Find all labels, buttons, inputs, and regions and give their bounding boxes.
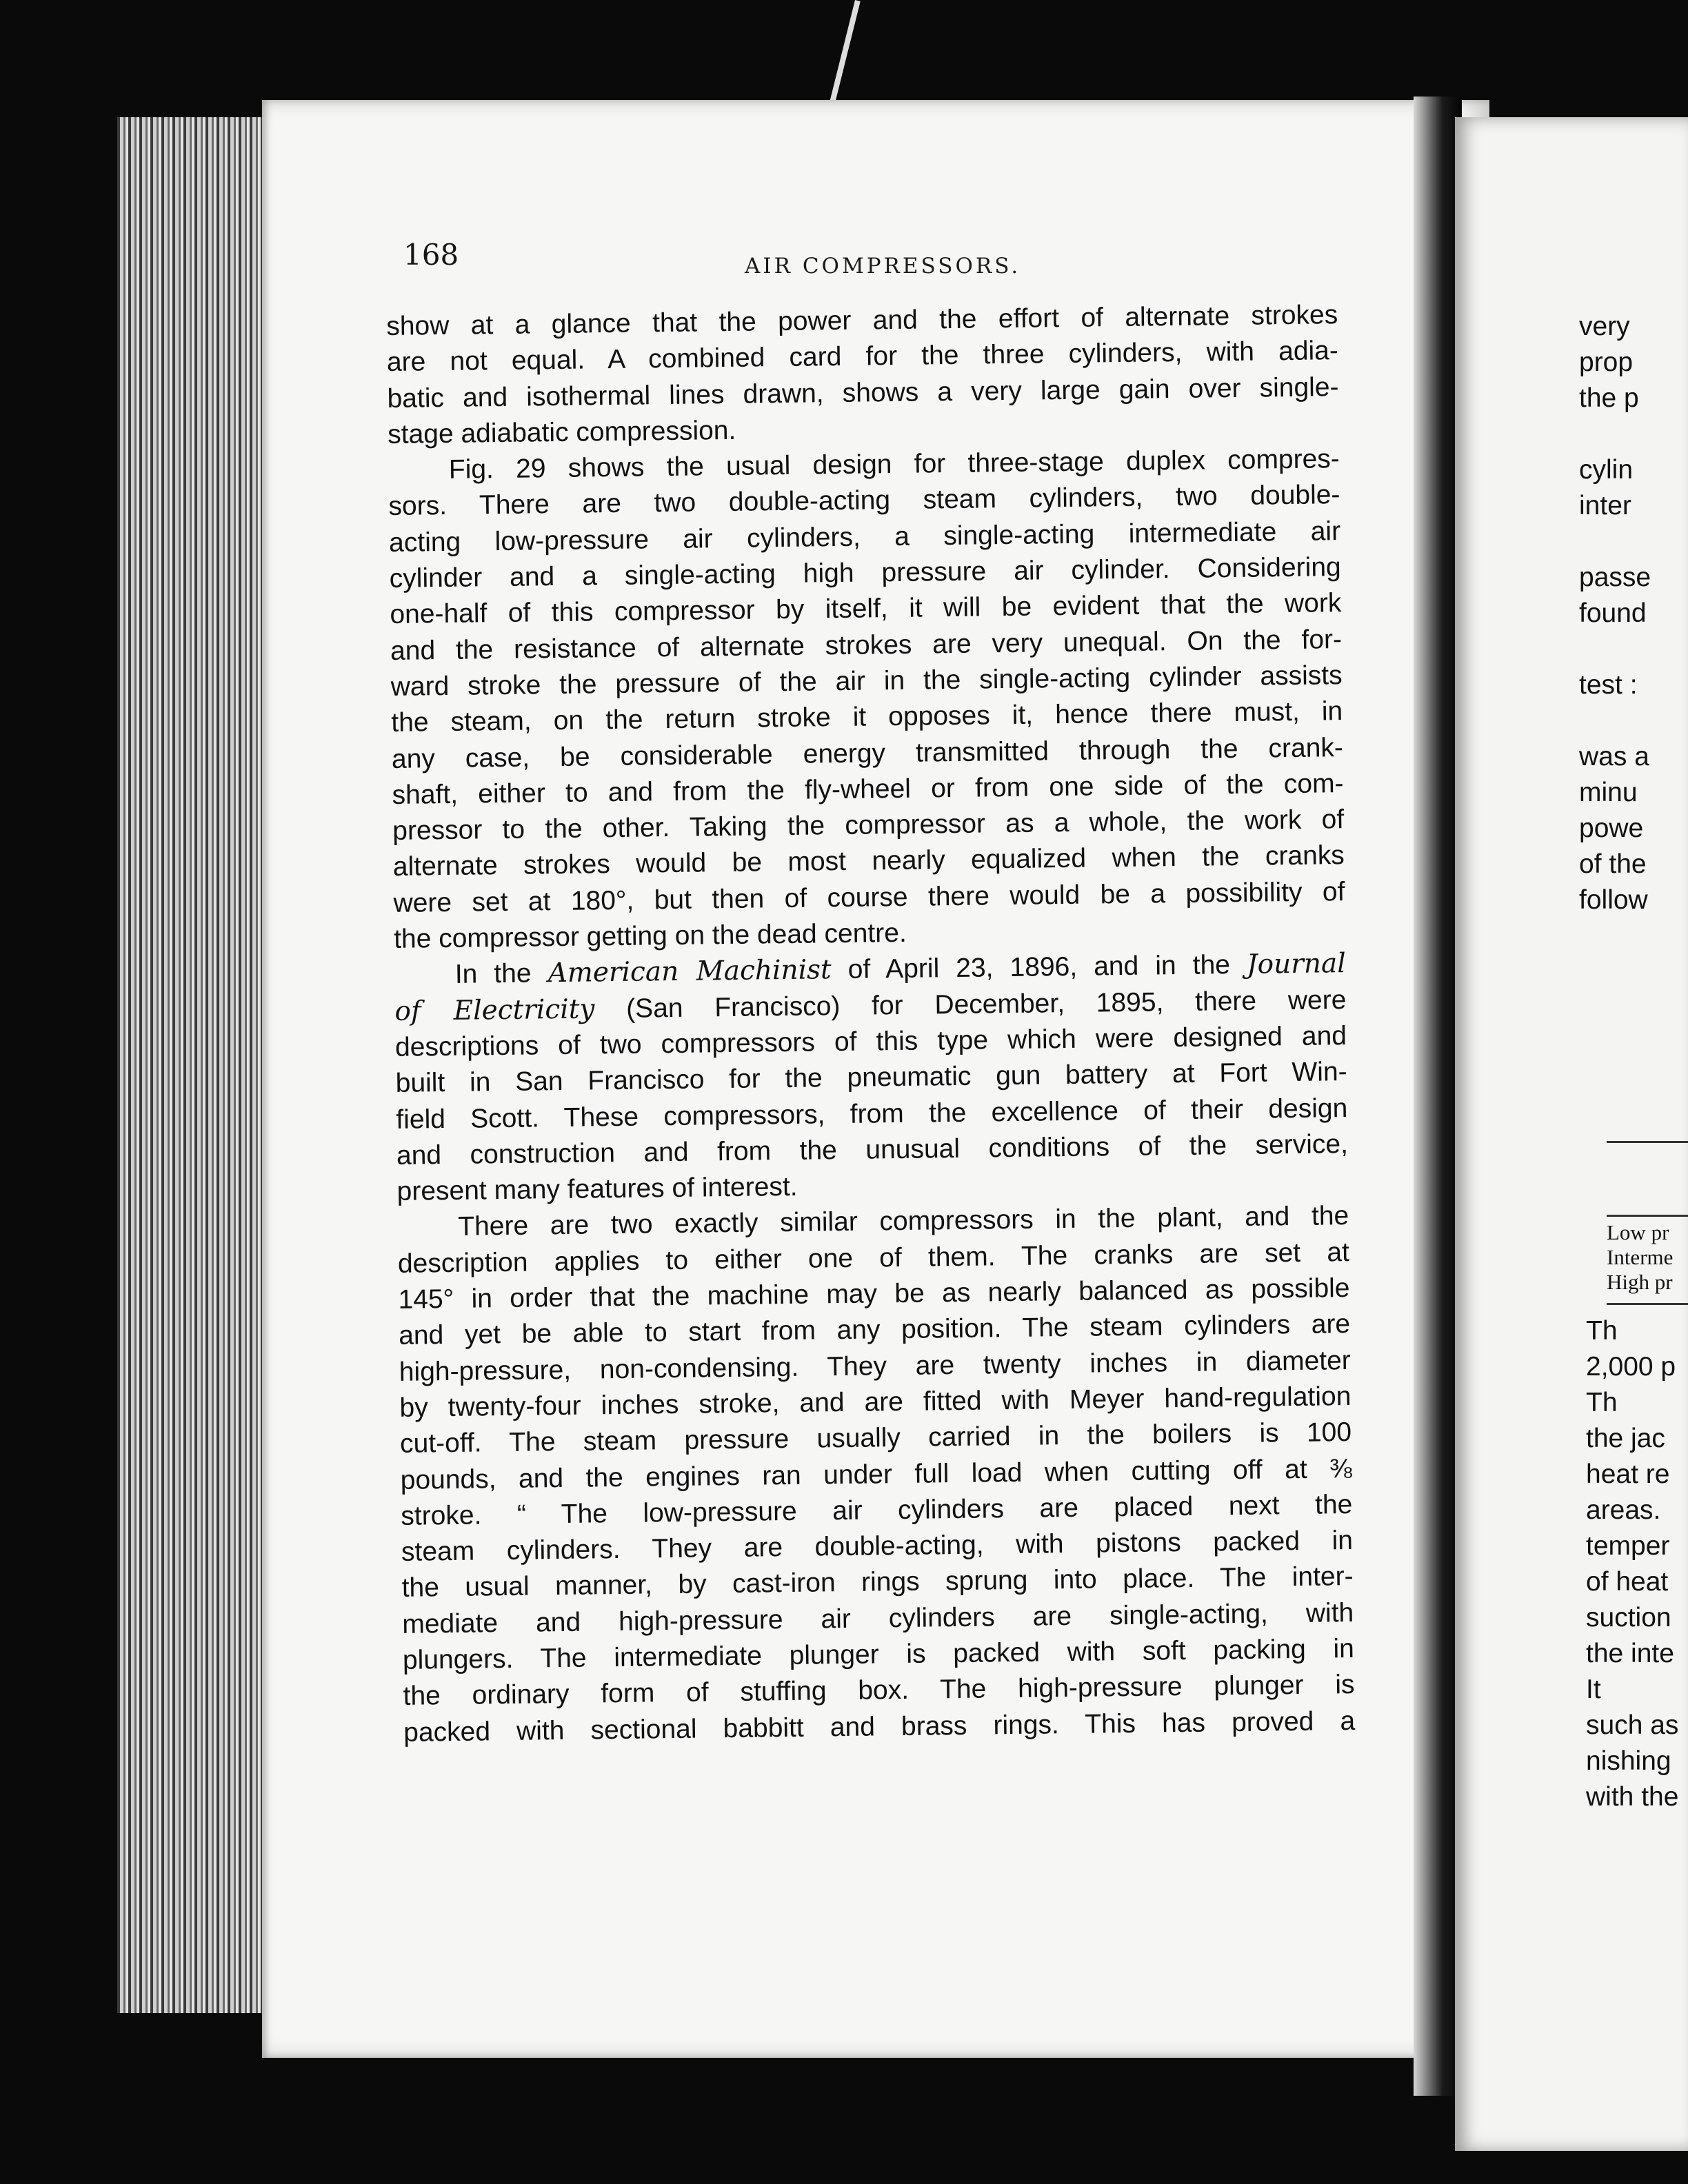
text-line: 145° in order that the machine may be as nearly balanced as possible — [398, 1273, 1350, 1315]
right-page-fragment: cylin — [1579, 455, 1634, 485]
italic-title: of Electricity — [394, 993, 595, 1027]
right-page-fragment: temper — [1586, 1531, 1670, 1561]
text-span: (San Francisco) for December, 1895, there were — [594, 984, 1347, 1024]
text-line: the compressor getting on the dead centre. — [393, 918, 907, 954]
text-line: ward stroke the pressure of the air in the single-acting cylinder assists — [390, 660, 1343, 702]
text-line: pressor to the other. Taking the compressor as a whole, the work of — [392, 805, 1345, 847]
text-line: descriptions of two compressors of this type which were designed and — [394, 1020, 1347, 1062]
text-line: high-pressure, non-condensing. They are twenty inches in diameter — [399, 1345, 1351, 1387]
text-line: batic and isothermal lines drawn, shows a very large gain over single- — [387, 372, 1339, 414]
right-page-fragment: nishing — [1586, 1746, 1671, 1776]
right-page-fragment: the inte — [1586, 1639, 1674, 1668]
text-line: are not equal. A combined card for the three cylinders, with adia- — [386, 336, 1339, 378]
table-row-fragment: Interme — [1607, 1245, 1674, 1269]
right-page-fragment: found — [1579, 598, 1647, 628]
table-rule — [1607, 1215, 1688, 1217]
text-line: packed with sectional babbitt and brass rings. This has proved a — [403, 1706, 1356, 1748]
text-line: alternate strokes would be most nearly equalized when the cranks — [392, 840, 1345, 882]
right-page-fragment: prop — [1579, 347, 1634, 377]
right-page-fragment: such as — [1586, 1710, 1679, 1740]
text-line: description applies to either one of them. The cranks are set at — [397, 1237, 1350, 1279]
right-page-fragment: of heat — [1586, 1567, 1669, 1597]
page-number: 168 — [403, 238, 459, 272]
right-page-fragment: inter — [1579, 491, 1631, 520]
text-line: built in San Francisco for the pneumatic gun battery at Fort Win- — [395, 1057, 1347, 1099]
right-page-fragment — [1579, 631, 1688, 667]
right-page-fragment: very — [1579, 312, 1630, 341]
text-line: cylinder and a single-acting high pressure air cylinder. Considering — [389, 552, 1341, 594]
right-page-fragment: Th — [1586, 1388, 1618, 1417]
right-page-fragment: heat re — [1586, 1459, 1670, 1489]
text-line: and yet be able to start from any position. The steam cylinders are — [398, 1309, 1351, 1351]
right-page-fragment: suction — [1586, 1603, 1671, 1632]
text-line: pounds, and the engines ran under full load when cutting off at ⅜ — [400, 1453, 1352, 1495]
page-edges — [117, 117, 269, 2013]
text-line: field Scott. These compressors, from the excellence of their design — [396, 1093, 1348, 1135]
right-page-fragment — [1579, 416, 1688, 452]
text-line: sors. There are two double-acting steam cylinders, two double- — [388, 480, 1340, 522]
text-line: stroke. “ The low-pressure air cylinders are placed next the — [401, 1489, 1353, 1531]
right-page-fragment — [1579, 524, 1688, 560]
right-page-fragment — [1579, 703, 1688, 739]
right-page-fragment: Th — [1586, 1316, 1618, 1346]
table-row-fragment: High pr — [1607, 1270, 1673, 1294]
text-line: cut-off. The steam pressure usually carried in the boilers is 100 — [399, 1417, 1352, 1459]
text-span: of April 23, 1896, and in the — [831, 950, 1247, 985]
body-text — [386, 297, 1355, 1751]
text-line: stage adiabatic compression. — [387, 415, 736, 449]
text-span: In the — [454, 958, 548, 990]
text-line: any case, be considerable energy transmitted through the crank- — [391, 732, 1344, 774]
right-page-fragment: the jac — [1586, 1424, 1665, 1453]
text-line: one-half of this compressor by itself, it will be evident that the work — [390, 588, 1342, 630]
text-line: plungers. The intermediate plunger is packed with soft packing in — [402, 1633, 1355, 1675]
right-page-fragment: the p — [1579, 383, 1639, 413]
text-line: were set at 180°, but then of course there would be a possibility of — [393, 876, 1345, 918]
right-page-fragments — [1579, 309, 1688, 918]
right-page-table-fragment — [1607, 1220, 1688, 1295]
running-head: AIR COMPRESSORS. — [745, 254, 1021, 279]
right-page-fragment: passe — [1579, 563, 1651, 592]
text-line: mediate and high-pressure air cylinders are single-acting, with — [402, 1597, 1354, 1639]
table-rule — [1607, 1141, 1688, 1143]
right-page-fragment: of the — [1579, 849, 1647, 879]
right-page-fragment: It — [1586, 1675, 1601, 1704]
text-line: show at a glance that the power and the effort of alternate strokes — [386, 300, 1338, 341]
right-page-fragments-lower — [1586, 1313, 1688, 1815]
text-line: by twenty-four inches stroke, and are fitted with Meyer hand-regulation — [399, 1381, 1352, 1423]
text-line: the usual manner, by cast-iron rings sprung into place. The inter- — [401, 1561, 1354, 1604]
italic-title: American Machinist — [547, 954, 832, 989]
table-row-fragment: Low pr — [1607, 1220, 1669, 1244]
text-line: acting low-pressure air cylinders, a single-acting intermediate air — [388, 516, 1341, 558]
right-page-fragment: follow — [1579, 885, 1648, 915]
text-line: steam cylinders. They are double-acting, with pistons packed in — [401, 1526, 1354, 1567]
text-line: There are two exactly similar compressors in the plant, and the — [458, 1201, 1349, 1242]
right-page-fragment: minu — [1579, 778, 1638, 807]
right-page-fragment: with the — [1586, 1782, 1679, 1812]
text-line: Fig. 29 shows the usual design for three-stage duplex compres- — [448, 444, 1340, 485]
right-page-fragment: was a — [1579, 742, 1649, 771]
text-line: and the resistance of alternate strokes are very unequal. On the for- — [390, 624, 1343, 666]
text-line: shaft, either to and from the fly-wheel or from one side of the com- — [392, 768, 1344, 810]
text-line: the steam, on the return stroke it opposes it, hence there must, in — [391, 696, 1343, 738]
text-line: the ordinary form of stuffing box. The high-pressure plunger is — [403, 1670, 1355, 1712]
table-rule — [1607, 1303, 1688, 1305]
text-line: present many features of interest. — [396, 1171, 798, 1207]
right-page-fragment: areas. — [1586, 1495, 1661, 1525]
text-line: and construction and from the unusual conditions of the service, — [396, 1129, 1349, 1171]
right-page-fragment: test : — [1579, 670, 1638, 700]
italic-title: Journal — [1246, 948, 1346, 981]
right-page-fragment: 2,000 p — [1586, 1352, 1676, 1382]
right-page-fragment: powe — [1579, 813, 1644, 843]
